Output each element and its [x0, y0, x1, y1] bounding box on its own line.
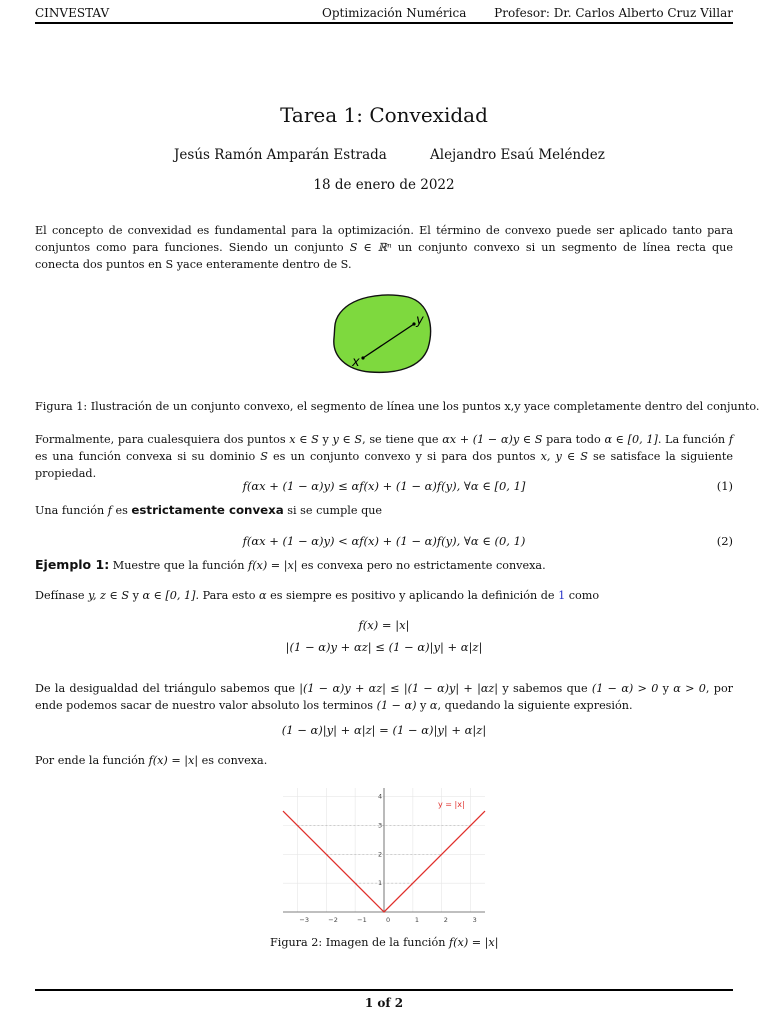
figure-2-caption: Figura 2: Imagen de la función f(x) = |x|: [270, 936, 499, 949]
formal-definition: Formalmente, para cualesquiera dos puntos x ∈ S y y ∈ S, se tiene que αx + (1 − α)y ∈ S para todo α ∈ [0, 1]. La función f es una función convexa si su dominio S es un conjunto convexo y si para dos puntos x, y ∈ S se satisface la siguiente propiedad.: [35, 433, 734, 480]
equation-1: f(αx + (1 − α)y) ≤ αf(x) + (1 − α)f(y), ∀α ∈ [0, 1]: [242, 479, 526, 493]
figure-2-abs-plot: [278, 784, 490, 928]
document-date: 18 de enero de 2022: [313, 177, 455, 193]
x-tick-label: −3: [299, 916, 310, 924]
point-x-label: x: [352, 355, 360, 370]
equation-2: f(αx + (1 − α)y) < αf(x) + (1 − α)f(y), ∀α ∈ (0, 1): [242, 534, 526, 548]
header-institution: CINVESTAV: [35, 6, 110, 20]
intro-paragraph: El concepto de convexidad es fundamental para la optimización. El término de convexo puede ser aplicado tanto para conjuntos como para funciones. Siendo un conjunto S ∈ ℝⁿ un conjunto convexo si un segmento de línea recta que conecta dos puntos en S yace enteramente dentro de S.: [35, 224, 733, 271]
header-course: Optimización Numérica: [322, 6, 467, 20]
y-tick-label: 1: [378, 879, 383, 888]
equation-4: (1 − α)|y| + α|z| = (1 − α)|y| + α|z|: [281, 723, 487, 737]
example-label: Ejemplo 1:: [35, 557, 110, 572]
x-tick-label: −2: [328, 916, 338, 924]
strict-convexity-sentence: Una función f es estrictamente convexa si se cumple que: [35, 503, 383, 517]
define-paragraph: Defínase y, z ∈ S y α ∈ [0, 1]. Para esto α es siempre es positivo y aplicando la definición de 1 como: [35, 589, 600, 602]
example-1: Ejemplo 1: Muestre que la función f(x) = |x| es convexa pero no estrictamente convexa.: [35, 557, 546, 572]
equation-2-number: (2): [716, 534, 733, 548]
footer-rule: [35, 989, 733, 991]
x-tick-label: 1: [414, 916, 419, 924]
point-y-label: y: [416, 313, 424, 328]
y-tick-label: 3: [378, 821, 383, 830]
legend-label: y = |x|: [438, 800, 465, 809]
x-tick-label: −1: [357, 916, 367, 924]
equation-3b: |(1 − α)y + αz| ≤ (1 − α)|y| + α|z|: [285, 640, 483, 654]
x-tick-label: 0: [386, 916, 391, 924]
y-tick-label: 4: [378, 792, 383, 801]
equation-3a: f(x) = |x|: [358, 618, 410, 632]
page-title: Tarea 1: Convexidad: [280, 103, 488, 127]
x-tick-label: 3: [472, 916, 477, 924]
page-number: 1 of 2: [364, 996, 404, 1010]
figure-1-convex-set: [328, 290, 438, 380]
y-tick-label: 2: [378, 850, 383, 859]
conclusion-paragraph: Por ende la función f(x) = |x| es convexa.: [35, 754, 268, 767]
author-2: Alejandro Esaú Meléndez: [430, 147, 605, 163]
x-tick-label: 2: [443, 916, 448, 924]
header-professor: Profesor: Dr. Carlos Alberto Cruz Villar: [494, 6, 733, 20]
author-1: Jesús Ramón Amparán Estrada: [174, 147, 387, 163]
triangle-inequality-paragraph: De la desigualdad del triángulo sabemos que |(1 − α)y + αz| ≤ |(1 − α)y| + |αz| y sabemos que (1 − α) > 0 y α > 0, por ende podemos sacar de nuestro valor absoluto los terminos (1 − α) y α, quedando la siguiente expresión.: [35, 682, 734, 712]
equation-1-number: (1): [716, 479, 733, 493]
header-rule: [35, 22, 733, 24]
equation-reference-link[interactable]: 1: [558, 589, 566, 602]
figure-1-caption: Figura 1: Ilustración de un conjunto convexo, el segmento de línea une los puntos x,y yace completamente dentro del conjunto.: [35, 400, 760, 413]
